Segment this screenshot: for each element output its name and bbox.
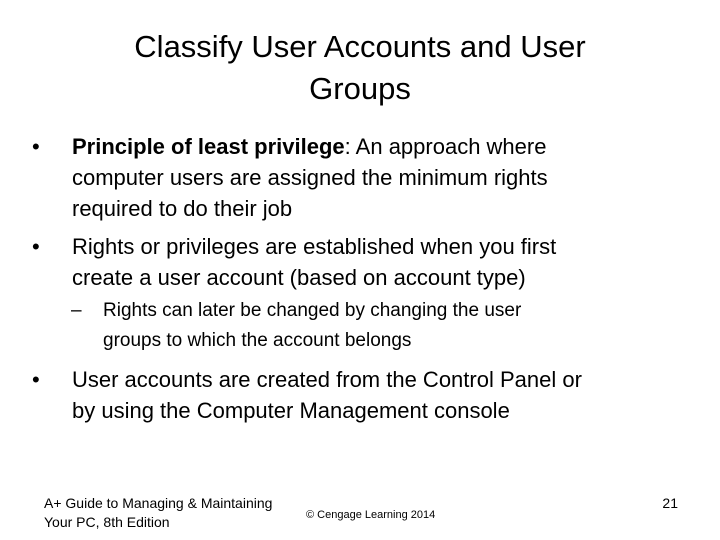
- bullet-text: : An approach where: [344, 134, 547, 159]
- bullet-line: computer users are assigned the minimum rights: [72, 165, 548, 190]
- slide-title-line: Classify User Accounts and User: [134, 29, 586, 64]
- bullet-term: Principle of least privilege: [72, 134, 345, 159]
- bullet-marker: •: [32, 134, 40, 159]
- bullet-line: required to do their job: [72, 196, 293, 221]
- bullet-rights-established: [32, 231, 557, 293]
- bullet-line: by using the Computer Management console: [72, 398, 510, 423]
- bullet-line: Rights or privileges are established when you first: [72, 234, 557, 259]
- slide-title: [60, 26, 660, 110]
- sub-bullet-rights-changed: [71, 296, 522, 356]
- footer-page-number: 21: [662, 495, 678, 511]
- slide-title-line: Groups: [309, 71, 411, 106]
- sub-bullet-marker: –: [71, 300, 82, 321]
- footer-book-line: A+ Guide to Managing & Maintaining: [44, 495, 273, 511]
- sub-bullet-line: Rights can later be changed by changing the user: [103, 300, 522, 321]
- footer-book-line: Your PC, 8th Edition: [44, 514, 170, 530]
- sub-bullet-line: groups to which the account belongs: [103, 330, 412, 351]
- bullet-least-privilege: [32, 131, 548, 224]
- footer-copyright: © Cengage Learning 2014: [306, 509, 436, 521]
- bullet-line: User accounts are created from the Control Panel or: [72, 367, 582, 392]
- bullet-line: [72, 131, 548, 162]
- bullet-marker: •: [32, 367, 40, 392]
- footer-book-title: [44, 494, 272, 532]
- bullet-line: create a user account (based on account type): [72, 265, 526, 290]
- bullet-marker: •: [32, 234, 40, 259]
- bullet-accounts-created: [32, 364, 582, 426]
